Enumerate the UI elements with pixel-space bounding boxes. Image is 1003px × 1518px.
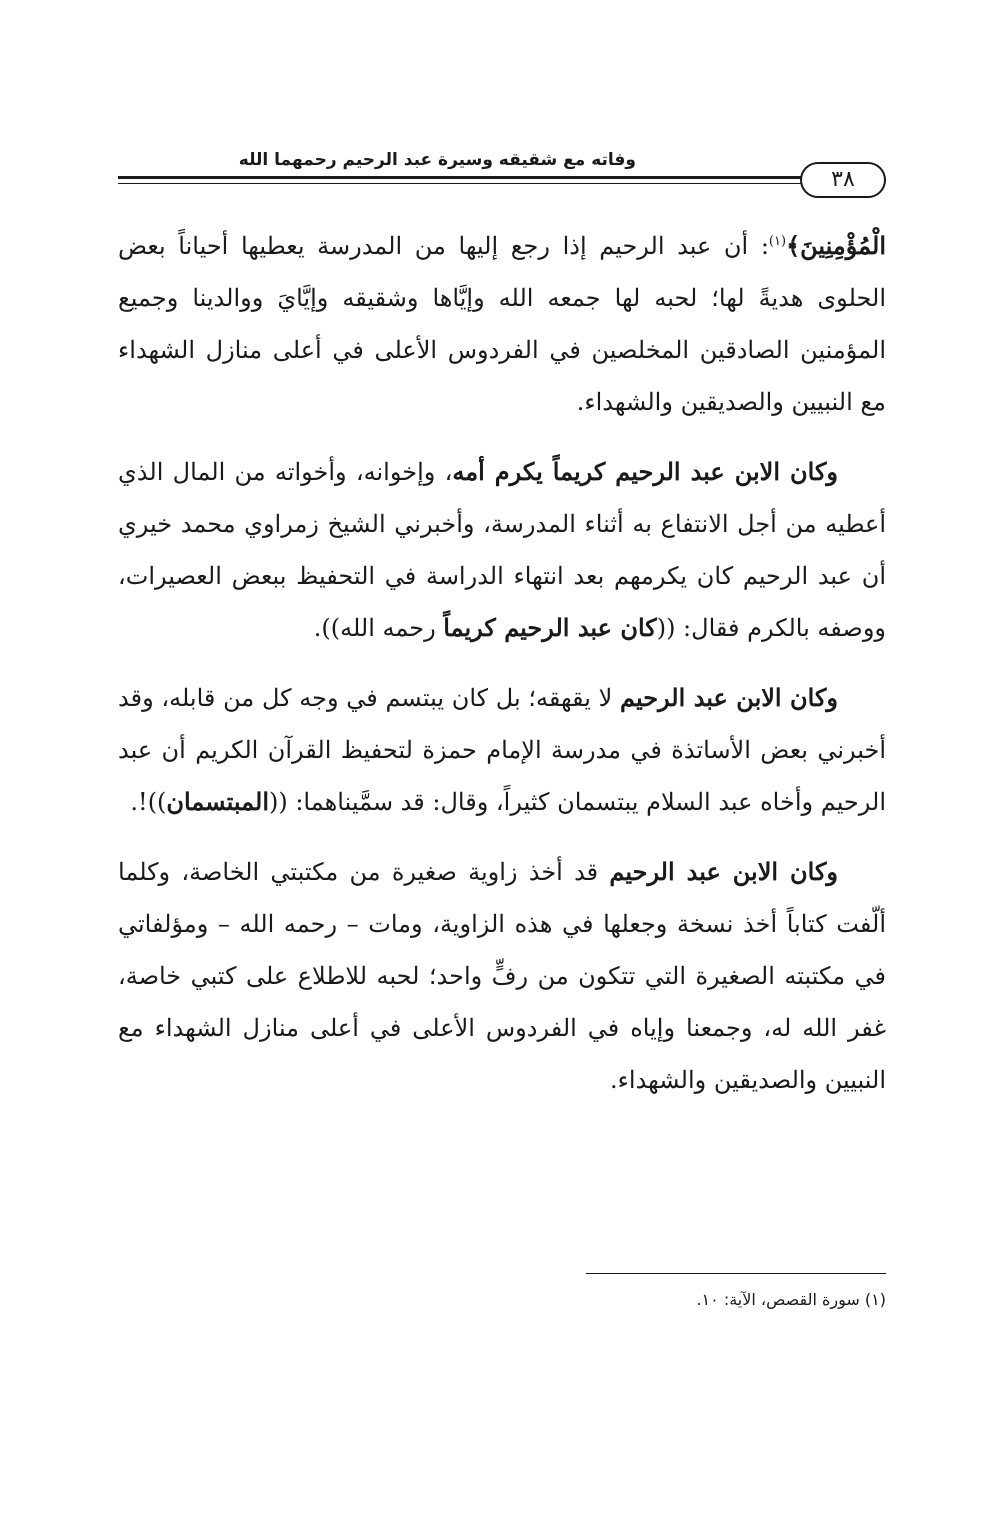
page-number: ٣٨ [800,162,886,198]
footnote-reference[interactable]: (١) [768,234,787,249]
quote-text: المبتسمان [166,787,269,816]
paragraph-text: لا يقهقه؛ بل كان يبتسم في وجه كل من قابله، وقد أخبرني بعض الأساتذة في مدرسة الإمام حمزة لتحفيظ القرآن الكريم أن عبد الرحيم وأخاه عبد السلام يبتسمان كثيراً، وقال: قد سمَّيناهما: (( [118,684,886,816]
paragraph-lead: وكان الابن عبد الرحيم [619,683,838,712]
paragraph-lead: وكان الابن عبد الرحيم [609,857,838,886]
paragraph-4 [118,846,886,1106]
paragraph-tail: رحمه الله)). [313,614,444,642]
paragraph-text: قد أخذ زاوية صغيرة من مكتبتي الخاصة، وكلما ألّفت كتاباً أخذ نسخة وجعلها في هذه الزاوية، ومات – رحمه الله – ومؤلفاتي في مكتبته الصغيرة التي تتكون من رفٍّ واحد؛ لحبه للاطلاع على كتبي خاصة، غفر الله له، وجمعنا وإياه في الفردوس الأعلى في أعلى منازل الشهداء مع النبيين والصديقين والشهداء. [118,858,886,1094]
page-header [118,148,886,198]
quran-verse-end: الْمُؤْمِنِينَ﴾ [786,231,886,260]
paragraph-lead: وكان الابن عبد الرحيم كريماً يكرم أمه [452,457,838,486]
paragraph-3 [118,672,886,828]
body-text [118,220,886,1124]
paragraph-tail: ))!. [130,788,167,816]
paragraph-2 [118,446,886,654]
paragraph-text: : أن عبد الرحيم إذا رجع إليها من المدرسة يعطيها أحياناً بعض الحلوى هديةً لها؛ لحبه لها جمعه الله وإيَّاها وشقيقه وإيَّايَ ووالدينا وجميع المؤمنين الصادقين المخلصين في الفردوس الأعلى في أعلى منازل الشهداء مع النبيين والصديقين والشهداء. [118,232,886,416]
header-rule-thin [118,183,806,184]
quote-text: كان عبد الرحيم كريماً [443,613,657,642]
footnote: (١) سورة القصص، الآية: ١٠. [696,1290,886,1309]
running-title: وفاته مع شقيقه وسيرة عبد الرحيم رحمهما الله [238,150,636,170]
paragraph-text: ، وإخوانه، وأخواته من المال الذي أعطيه من أجل الانتفاع به أثناء المدرسة، وأخبرني الشيخ زمراوي محمد خيري أن عبد الرحيم كان يكرمهم بعد انتهاء الدراسة في التحفيظ ببعض العصيرات، ووصفه بالكرم فقال: (( [118,458,886,642]
paragraph-1 [118,220,886,428]
header-rule-thick [118,176,806,179]
footnote-divider [586,1273,886,1274]
